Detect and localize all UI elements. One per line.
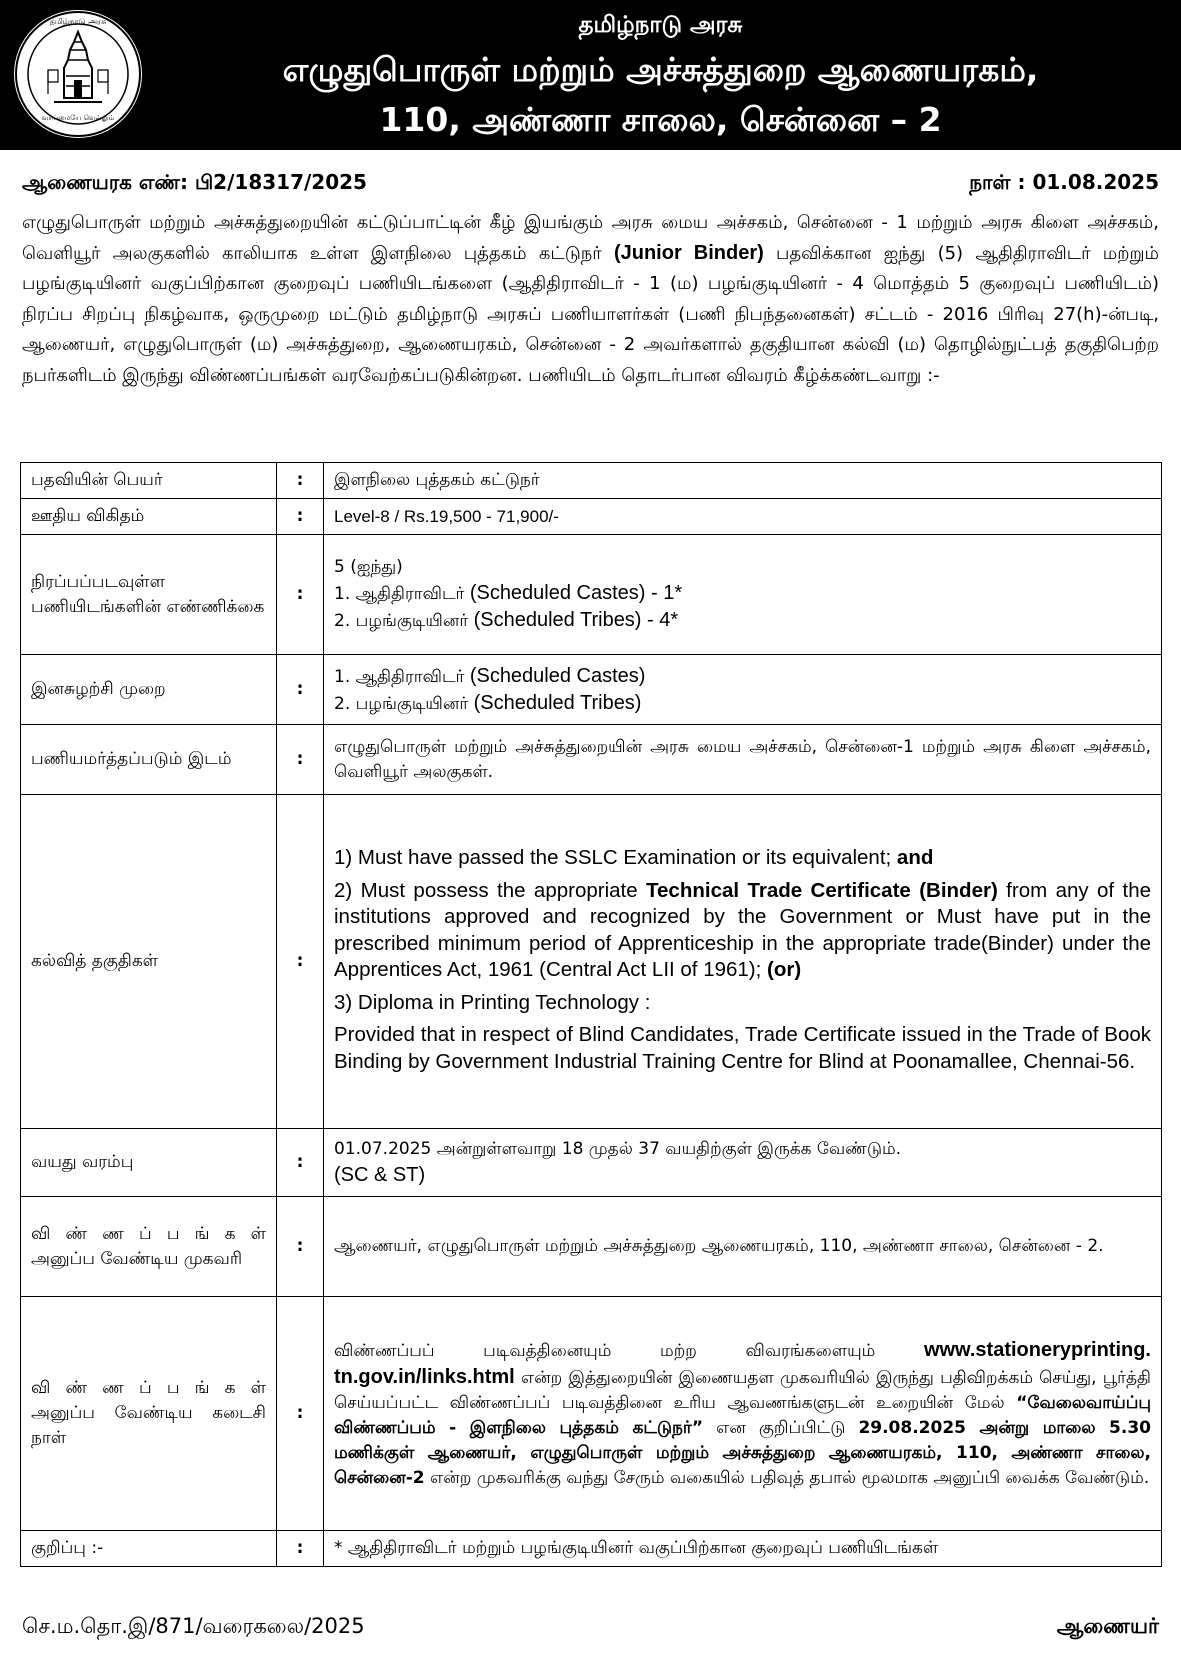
table-row-place: பணியமர்த்தப்படும் இடம் : எழுதுபொருள் மற்றும் அச்சுத்துறையின் அரசு மைய அச்சகம், சென்னை-1 மற்றும் அரசு கிளை அச்சகம், வெளியூர் அலகுகள். — [21, 725, 1162, 795]
website-link[interactable]: www.stationeryprinting. tn.gov.in/links.html — [334, 1338, 1151, 1388]
header-banner — [0, 0, 1181, 150]
table-row-reservation: இனசுழற்சி முறை : 1. ஆதிதிராவிடர் (Scheduled Castes) 2. பழங்குடியினர் (Scheduled Tribes) — [21, 655, 1162, 725]
table-row-pay: ஊதிய விகிதம் : Level-8 / Rs.19,500 - 71,900/- — [21, 499, 1162, 535]
reference-row — [22, 170, 1159, 200]
govt-title: தமிழ்நாடு அரசு — [578, 12, 743, 38]
footer — [22, 1614, 1159, 1646]
table-row-last-date: வி ண் ண ப் ப ங் க ள் அனுப்ப வேண்டிய கடைசி நாள் : விண்ணப்பப் படிவத்தினையும் மற்ற விவரங்களையும் www.stationeryprinting. tn.gov.in/links.html என்ற இத்துறையின் இணையதள முகவரியில் இருந்து பதிவிறக்கம் செய்து, பூர்த்தி செய்யப்பட்ட விண்ணப்பப் படிவத்தினை உரிய ஆவணங்களுடன் உறையின் மேல் “வேலைவாய்ப்பு விண்ணப்பம் - இளநிலை புத்தகம் கட்டுநர்” என குறிப்பிட்டு 29.08.2025 அன்று மாலை 5.30 மணிக்குள் ஆணையர், எழுதுபொருள் மற்றும் அச்சுத்துறை ஆணையரகம், 110, அண்ணா சாலை, சென்னை-2 என்ற முகவரிக்கு வந்து சேரும் வகையில் பதிவுத் தபால் மூலமாக அனுப்பி வைக்க வேண்டும். — [21, 1297, 1162, 1531]
table-row-age: வயது வரம்பு : 01.07.2025 அன்றுள்ளவாறு 18 முதல் 37 வயதிற்குள் இருக்க வேண்டும். (SC & ST) — [21, 1129, 1162, 1197]
svg-text:வாய்மையே வெல்லும்: வாய்மையே வெல்லும் — [41, 114, 115, 122]
reference-number: ஆணையரக எண்: பி2/18317/2025 — [22, 170, 367, 194]
department-title: எழுதுபொருள் மற்றும் அச்சுத்துறை ஆணையரகம், — [282, 50, 1039, 89]
intro-paragraph: எழுதுபொருள் மற்றும் அச்சுத்துறையின் கட்டுப்பாட்டின் கீழ் இயங்கும் அரசு மைய அச்சகம், சென்னை - 1 மற்றும் அரசு கிளை அச்சகம், வெளியூர் அலகுகளில் காலியாக உள்ள இளநிலை புத்தகம் கட்டுநர் (Junior Binder) பதவிக்கான ஐந்து (5) ஆதிதிராவிடர் மற்றும் பழங்குடியினர் வகுப்பிற்கான குறைவுப் பணியிடங்களை (ஆதிதிராவிடர் - 1 (ம) பழங்குடியினர் - 4 மொத்தம் 5 குறைவுப் பணியிடம்) நிரப்ப சிறப்பு நிகழ்வாக, ஒருமுறை மட்டும் தமிழ்நாடு அரசுப் பணியாளர்கள் (பணி நிபந்தனைகள்) சட்டம் - 2016 பிரிவு 27(h)-ன்படி, ஆணையர், எழுதுபொருள் (ம) அச்சுத்துறை, ஆணையரகம், சென்னை - 2 அவர்களால் தகுதியான கல்வி (ம) தொழில்நுட்பத் தகுதிபெற்ற நபர்களிடம் இருந்து விண்ணப்பங்கள் வரவேற்கப்படுகின்றன. பணியிடம் தொடர்பான விவரம் கீழ்க்கண்டவாறு :- — [22, 212, 1159, 386]
table-row-vacancies: நிரப்பப்படவுள்ள பணியிடங்களின் எண்ணிக்கை : 5 (ஐந்து) 1. ஆதிதிராவிடர் (Scheduled Castes) - 1* 2. பழங்குடியினர் (Scheduled Tribes) - 4* — [21, 535, 1162, 655]
footer-reference: செ.ம.தொ.இ/871/வரைகலை/2025 — [22, 1614, 365, 1638]
tamil-nadu-emblem-icon — [14, 10, 142, 138]
department-address: 110, அண்ணா சாலை, சென்னை – 2 — [379, 100, 942, 139]
svg-text:தமிழ்நாடு அரசு: தமிழ்நாடு அரசு — [49, 17, 107, 26]
table-row-address: வி ண் ண ப் ப ங் க ள் அனுப்ப வேண்டிய முகவரி : ஆணையர், எழுதுபொருள் மற்றும் அச்சுத்துறை ஆணையரகம், 110, அண்ணா சாலை, சென்னை - 2. — [21, 1197, 1162, 1297]
reference-date: நாள் : 01.08.2025 — [969, 170, 1159, 194]
table-row-note: குறிப்பு :- : * ஆதிதிராவிடர் மற்றும் பழங்குடியினர் வகுப்பிற்கான குறைவுப் பணியிடங்கள் — [21, 1531, 1162, 1567]
signatory: ஆணையர் — [1056, 1614, 1159, 1638]
table-row-post-name: பதவியின் பெயர் : இளநிலை புத்தகம் கட்டுநர் — [21, 463, 1162, 499]
vacancy-details-table — [20, 462, 1162, 1567]
table-row-qualification: கல்வித் தகுதிகள் : 1) Must have passed the SSLC Examination or its equivalent; and 2) Must possess the appropriate Technical Trade Certificate (Binder) from any of the institutions approved and recognized by the Government or Must have put in the prescribed minimum period of Apprenticeship in the appropriate trade(Binder) under the Apprentices Act, 1961 (Central Act LII of 1961); (or) 3) Diploma in Printing Technology : Provided that in respect of Blind Candidates, Trade Certificate issued in the Trade of Book Binding by Government Industrial Training Centre for Blind at Poonamallee, Chennai-56. — [21, 795, 1162, 1129]
